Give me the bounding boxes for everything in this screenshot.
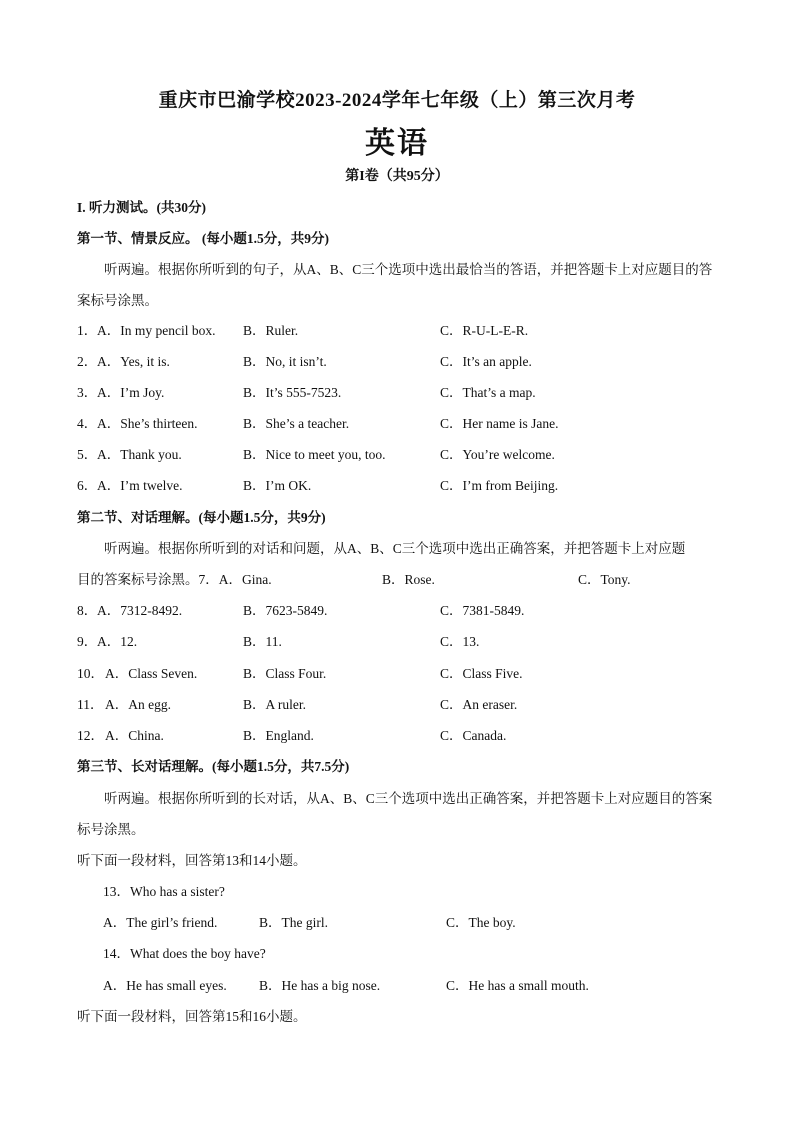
volume-title: 第I卷（共95分）	[345, 169, 449, 184]
question-number: 11．	[77, 697, 104, 712]
question-13: 13．Who has a sister?	[103, 884, 225, 899]
option-b: B．Nice to meet you, too.	[243, 447, 386, 462]
question-row	[77, 977, 717, 995]
section3-title: 第三节、长对话理解。(每小题1.5分，共7.5分)	[77, 759, 350, 774]
option-a: A．Yes, it is.	[97, 354, 170, 369]
option-c: C．I’m from Beijing.	[440, 478, 559, 493]
option-a: A．7312-8492.	[97, 603, 183, 618]
question-number: 2．	[77, 354, 98, 369]
option-c: C．He has a small mouth.	[446, 978, 589, 993]
material-instruction: 听下面一段材料，回答第15和16小题。	[77, 1009, 307, 1024]
question-number: 1．	[77, 323, 98, 338]
option-c: C．It’s an apple.	[440, 354, 532, 369]
option-a: A．He has small eyes.	[103, 978, 227, 993]
option-c: C．Canada.	[440, 728, 507, 743]
option-c: C．7381-5849.	[440, 603, 525, 618]
option-c: C．R-U-L-E-R.	[440, 323, 529, 338]
question-number: 8．	[77, 603, 98, 618]
question-row	[77, 914, 717, 932]
option-a: A．Thank you.	[97, 447, 182, 462]
option-c: C．The boy.	[446, 915, 516, 930]
question-row	[77, 727, 717, 745]
question-row	[77, 415, 717, 433]
option-b: B．I’m OK.	[243, 478, 312, 493]
question-14: 14．What does the boy have?	[103, 946, 266, 961]
question-row	[77, 665, 717, 683]
exam-title: 重庆市巴渝学校2023-2024学年七年级（上）第三次月考	[158, 90, 636, 111]
option-a: A．An egg.	[105, 697, 171, 712]
question-row	[77, 384, 717, 402]
question-number: 6．	[77, 478, 98, 493]
option-c: C．An eraser.	[440, 697, 518, 712]
option-a: A．Class Seven.	[105, 666, 198, 681]
option-c: C．You’re welcome.	[440, 447, 555, 462]
option-b: B．Ruler.	[243, 323, 299, 338]
section1-title: 第一节、情景反应。 (每小题1.5分，共9分)	[77, 231, 329, 246]
question-number: 4．	[77, 416, 98, 431]
option-a: A．In my pencil box.	[97, 323, 216, 338]
option-c: C．That’s a map.	[440, 385, 536, 400]
question-number: 5．	[77, 447, 98, 462]
question-number: 12．	[77, 728, 104, 743]
option-c: C．Tony.	[578, 572, 631, 587]
option-b: B．Rose.	[382, 572, 435, 587]
question-row	[77, 696, 717, 714]
option-b: B．Class Four.	[243, 666, 327, 681]
section3-instruction: 听两遍。根据你所听到的长对话，从A、B、C三个选项中选出正确答案，并把答题卡上对应题目的答案标号涂黑。	[77, 791, 713, 837]
question-number: 9．	[77, 634, 98, 649]
option-a: A．She’s thirteen.	[97, 416, 198, 431]
section1-instruction: 听两遍。根据你所听到的句子，从A、B、C三个选项中选出最恰当的答语，并把答题卡上对应题目的答案标号涂黑。	[77, 262, 713, 308]
question-row	[77, 633, 717, 651]
option-c: C．Class Five.	[440, 666, 523, 681]
option-b: B．The girl.	[259, 915, 328, 930]
option-b: B．It’s 555-7523.	[243, 385, 342, 400]
option-a: A．The girl’s friend.	[103, 915, 218, 930]
question-row	[77, 477, 717, 495]
section2-instruction-line2: 目的答案标号涂黑。7．A．Gina.	[77, 572, 272, 587]
section2-instruction-line1: 听两遍。根据你所听到的对话和问题，从A、B、C三个选项中选出正确答案，并把答题卡上对应题	[104, 541, 686, 556]
question-row	[77, 322, 717, 340]
option-b: B．England.	[243, 728, 314, 743]
option-b: B．No, it isn’t.	[243, 354, 327, 369]
question-row	[77, 446, 717, 464]
question-number: 3．	[77, 385, 98, 400]
option-a: A．12.	[97, 634, 138, 649]
question-row	[77, 602, 717, 620]
option-b: B．A ruler.	[243, 697, 306, 712]
material-instruction: 听下面一段材料，回答第13和14小题。	[77, 853, 307, 868]
question-number: 10．	[77, 666, 104, 681]
part1-title: I. 听力测试。(共30分)	[77, 200, 206, 215]
option-a: A．I’m Joy.	[97, 385, 165, 400]
option-b: B．She’s a teacher.	[243, 416, 350, 431]
subject-title: 英语	[365, 127, 429, 160]
option-a: A．I’m twelve.	[97, 478, 183, 493]
section2-title: 第二节、对话理解。(每小题1.5分，共9分)	[77, 510, 326, 525]
option-b: B．7623-5849.	[243, 603, 328, 618]
option-c: C．Her name is Jane.	[440, 416, 559, 431]
option-b: B．He has a big nose.	[259, 978, 381, 993]
option-a: A．China.	[105, 728, 164, 743]
question-row	[77, 353, 717, 371]
option-c: C．13.	[440, 634, 480, 649]
option-b: B．11.	[243, 634, 282, 649]
